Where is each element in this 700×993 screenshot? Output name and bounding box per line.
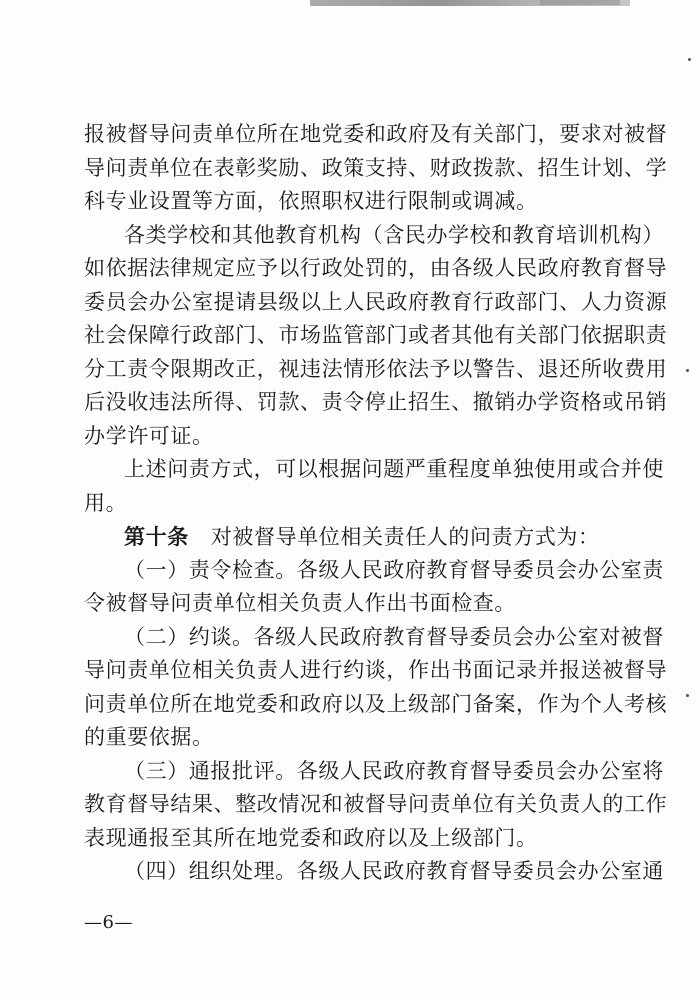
paragraph-line: 教育督导结果、整改情况和被督导问责单位有关负责人的工作: [84, 792, 668, 816]
paragraph-line: 导问责单位在表彰奖励、政策支持、财政拨款、招生计划、学: [84, 155, 668, 180]
paragraph-line: 科专业设置等方面，依照职权进行限制或调减。: [84, 189, 538, 213]
paragraph-line: 令被督导问责单位相关负责人作出书面检查。: [84, 591, 516, 615]
paragraph-line: 委员会办公室提请县级以上人民政府教育行政部门、人力资源: [84, 289, 668, 314]
paragraph-line: 表现通报至其所在地党委和政府以及上级部门。: [84, 825, 538, 850]
paragraph-line: 社会保障行政部门、市场监管部门或者其他有关部门依据职责: [84, 323, 668, 347]
article-line: [124, 520, 604, 554]
scan-speck: [686, 694, 689, 697]
article-label: 第十条: [124, 524, 189, 549]
paragraph-line: 报被督导问责单位所在地党委和政府及有关部门，要求对被督: [84, 122, 668, 146]
paragraph-line: （二）约谈。各级人民政府教育督导委员会办公室对被督: [124, 624, 664, 649]
paragraph-line: （三）通报批评。各级人民政府教育督导委员会办公室将: [124, 758, 664, 783]
paragraph-line: 分工责令限期改正，视违法情形依法予以警告、退还所收费用: [84, 356, 668, 381]
paragraph-line: 如依据法律规定应予以行政处罚的，由各级人民政府教育督导: [84, 256, 668, 280]
paragraph-line: 问责单位所在地党委和政府以及上级部门备案，作为个人考核: [84, 691, 668, 716]
article-text: 对被督导单位相关责任人的问责方式为：: [210, 525, 600, 549]
scan-speck: [688, 58, 691, 61]
paragraph-line: 用。: [84, 490, 128, 515]
paragraph-line: 各类学校和其他教育机构（含民办学校和教育培训机构）: [124, 222, 664, 247]
paragraph-line: 的重要依据。: [84, 725, 214, 749]
paragraph-line: 导问责单位相关负责人进行约谈，作出书面记录并报送被督导: [84, 658, 668, 682]
scan-artifact-top-right: [540, 0, 620, 5]
paragraph-line: 后没收违法所得、罚款、责令停止招生、撤销办学资格或吊销: [84, 390, 668, 414]
paragraph-line: （四）组织处理。各级人民政府教育督导委员会办公室通: [124, 859, 664, 883]
paragraph-line: 办学许可证。: [84, 423, 214, 448]
page-number: —6—: [84, 912, 133, 933]
paragraph-line: 上述问责方式，可以根据问题严重程度单独使用或合并使: [124, 457, 664, 481]
scan-speck: [686, 369, 689, 372]
paragraph-line: （一）责令检查。各级人民政府教育督导委员会办公室责: [124, 557, 664, 582]
